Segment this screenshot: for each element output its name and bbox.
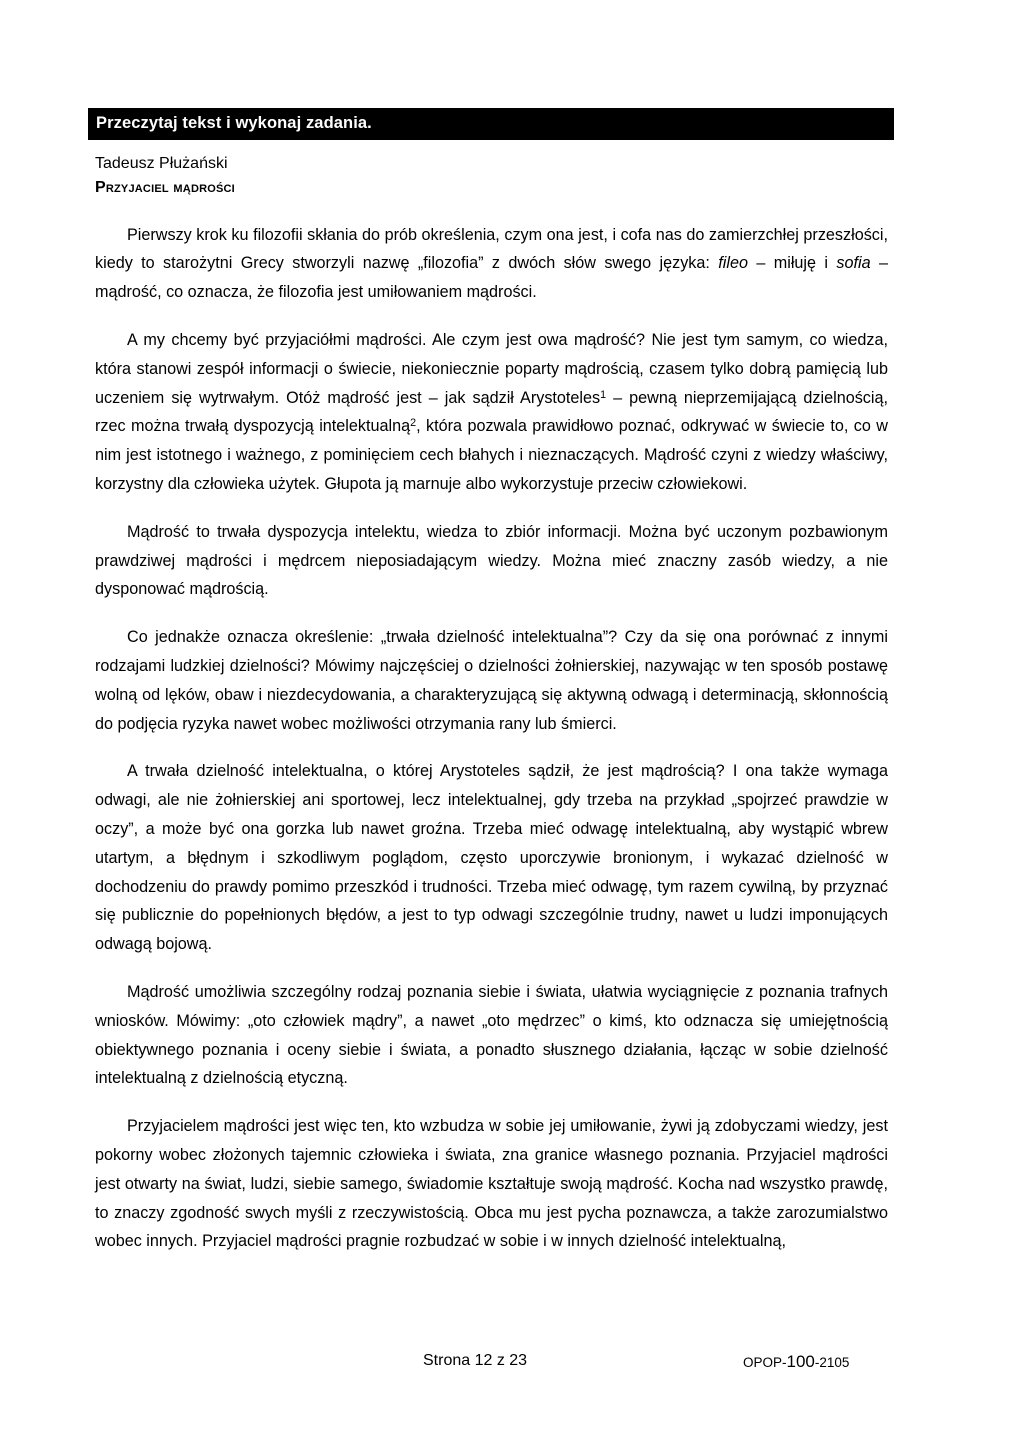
text-author: Tadeusz Płużański — [95, 154, 228, 172]
page-content — [88, 108, 894, 1256]
exam-code — [743, 1352, 849, 1372]
text-title: Przyjaciel mądrości — [95, 179, 235, 197]
paragraph-1-part-c: – mądrość, co oznacza, że filozofia jest umiłowaniem mądrości. — [95, 254, 888, 302]
passage-paragraph-3: Mądrość to trwała dyspozycja intelektu, wiedza to zbiór informacji. Można być uczonym pozbawionym prawdziwej mądrości i mędrcem nieposiadającym wiedzy. Można mieć znaczny zasób wiedzy, a nie dysponować mądrością. — [95, 522, 888, 599]
exam-code-suffix: 2105 — [819, 1355, 850, 1370]
passage-paragraph-2 — [95, 326, 888, 499]
paragraph-2-part-b: – pewną nieprzemijającą dzielnością, rzec można trwałą dyspozycją intelektualną — [95, 388, 888, 436]
footnote-marker-2: 2 — [410, 417, 417, 430]
exam-code-prefix: OPOP- — [743, 1355, 787, 1370]
paragraph-2-part-c: , która pozwala prawidłowo poznać, odkrywać w świecie to, co w nim jest istotnego i ważnego, z pominięciem cech błahych i nieznaczących. Mądrość czyni z wiedzy właściwy, korzystny dla człowieka użytek. Głupota ją marnuje albo wykorzystuje przeciw człowiekowi. — [95, 417, 888, 494]
footnote-marker-1: 1 — [600, 388, 607, 401]
task-instruction-banner: Przeczytaj tekst i wykonaj zadania. — [88, 108, 894, 140]
paragraph-2-part-a: A my chcemy być przyjaciółmi mądrości. Ale czym jest owa mądrość? Nie jest tym samym, co wiedza, która stanowi zespół informacji o świecie, niekoniecznie poparty mądrością, czasem tylko dobrą pamięcią lub uczeniem się wytrwałym. Otóż mądrość jest – jak sądził Arystoteles — [95, 331, 888, 407]
passage-paragraph-6: Mądrość umożliwia szczególny rodzaj poznania siebie i świata, ułatwia wyciągnięcie z poznania trafnych wniosków. Mówimy: „oto człowiek mądry”, a nawet „oto mędrzec” o kimś, kto odznacza się umiejętnością obiektywnego poznania i oceny siebie i świata, a ponadto słusznego działania, łącząc w sobie dzielność intelektualną z dzielnością etyczną. — [95, 983, 888, 1088]
latin-term-fileo: fileo — [718, 254, 748, 273]
passage-paragraph-4: Co jednakże oznacza określenie: „trwała dzielność intelektualna”? Czy da się ona porównać z innymi rodzajami ludzkiej dzielności? Mówimy najczęściej o dzielności żołnierskiej, nazywając w ten sposób postawę wolną od lęków, obaw i niezdecydowania, a charakteryzującą się aktywną odwagą i determinacją, skłonnością do podjęcia ryzyka nawet wobec możliwości otrzymania rany lub śmierci. — [95, 628, 888, 733]
page-number: Strona 12 z 23 — [423, 1352, 528, 1369]
latin-term-sofia: sofia — [836, 254, 871, 273]
paragraph-1-part-b: – miłuję i — [747, 254, 837, 273]
paragraph-1-part-a: Pierwszy krok ku filozofii skłania do prób określenia, czym ona jest, i cofa nas do zamierzchłej przeszłości, kiedy to starożytni Grecy stworzyli nazwę „filozofia” z dwóch słów swego języka: — [95, 225, 888, 273]
exam-code-middle: 100 — [786, 1352, 815, 1371]
passage-paragraph-7: Przyjacielem mądrości jest więc ten, kto wzbudza w sobie jej umiłowanie, żywi ją zdobyczami wiedzy, jest pokorny wobec złożonych tajemnic człowieka i świata, zna granice własnego poznania. Przyjaciel mądrości jest otwarty na świat, ludzi, siebie samego, świadomie kształtuje swoją mądrość. Kocha nad wszystko prawdę, to znaczy zgodność swych myśli z rzeczywistością. Obca mu jest pycha poznawcza, a także zarozumialstwo wobec innych. Przyjaciel mądrości pragnie rozbudzać w sobie i w innych dzielność intelektualną, — [95, 1117, 888, 1251]
exam-code-separator: - — [814, 1355, 820, 1370]
passage-paragraph-1 — [95, 221, 888, 307]
reading-passage — [88, 221, 888, 1257]
passage-paragraph-5: A trwała dzielność intelektualna, o której Arystoteles sądził, że jest mądrością? I ona także wymaga odwagi, ale nie żołnierskiej ani sportowej, lecz intelektualnej, gdy trzeba na przykład „spojrzeć prawdzie w oczy”, a może być ona gorzka lub nawet groźna. Trzeba mieć odwagę intelektualną, aby wystąpić wbrew utartym, a błędnym i szkodliwym poglądom, często uporczywie bronionym, i wykazać dzielność w dochodzeniu do prawdy pomimo przeszkód i trudności. Trzeba mieć odwagę, tym razem cywilną, by przyznać się publicznie do popełnionych błędów, a jest to typ odwagi szczególnie trudny, nawet u ludzi imponujących odwagą bojową. — [95, 762, 888, 954]
page-footer — [88, 1352, 894, 1378]
